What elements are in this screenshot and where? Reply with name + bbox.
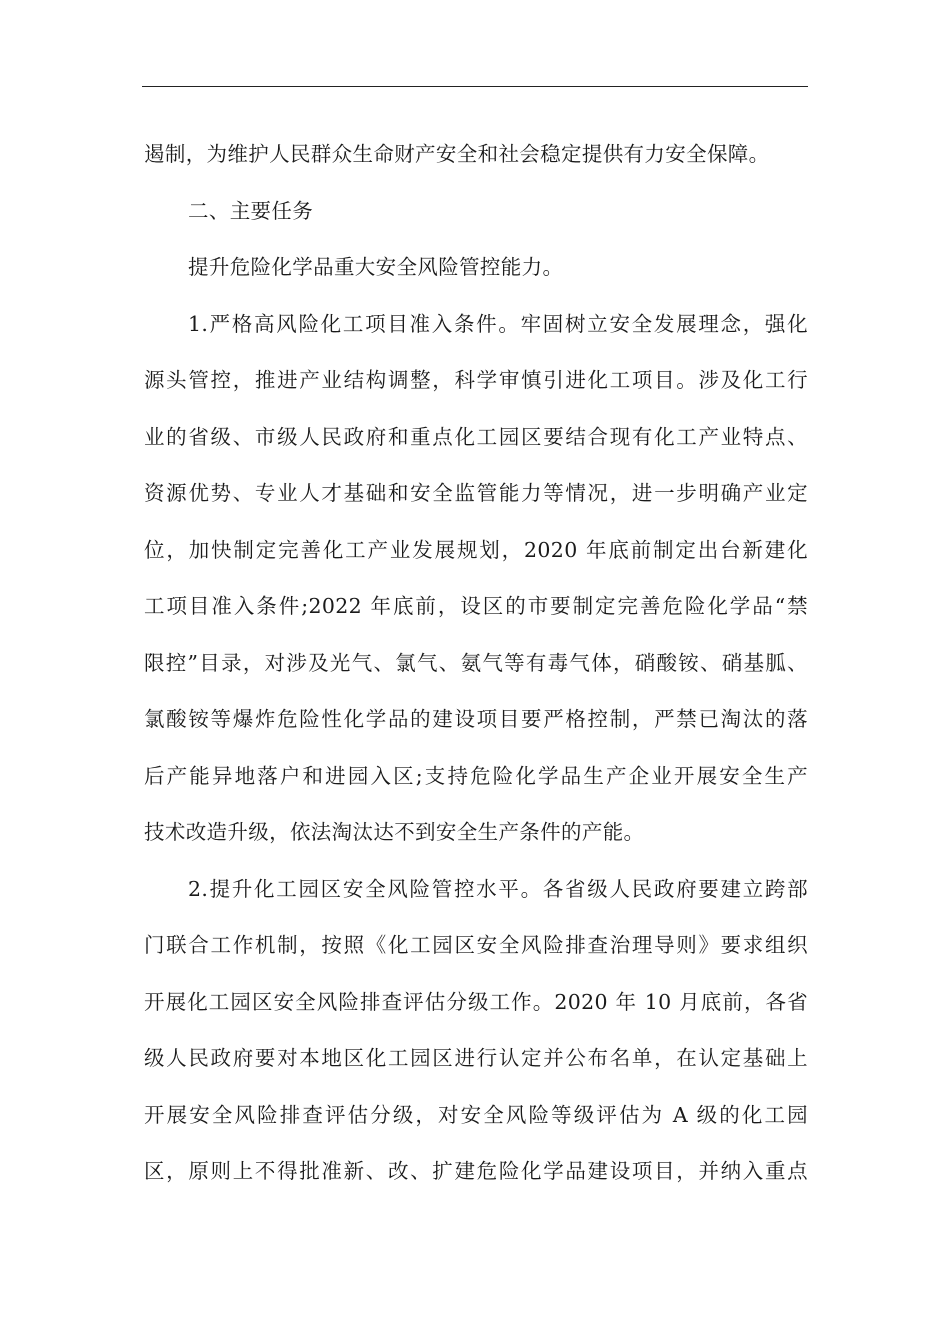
text-line: 开展安全风险排查评估分级，对安全风险等级评估为 A 级的化工园 <box>144 1102 808 1127</box>
text-line: 后产能异地落户和进园入区;支持危险化学品生产企业开展安全生产 <box>144 763 808 788</box>
text-line: 区，原则上不得批准新、改、扩建危险化学品建设项目，并纳入重点 <box>144 1159 808 1183</box>
text-line: 工项目准入条件;2022 年底前，设区的市要制定完善危险化学品“禁 <box>144 594 808 618</box>
text-line: 提升危险化学品重大安全风险管控能力。 <box>188 255 564 279</box>
document-body <box>144 126 808 1200</box>
text-line: 业的省级、市级人民政府和重点化工园区要结合现有化工产业特点、 <box>144 424 808 449</box>
text-line: 门联合工作机制，按照《化工园区安全风险排查治理导则》要求组织 <box>144 933 808 957</box>
text-line: 开展化工园区安全风险排查评估分级工作。2020 年 10 月底前，各省 <box>144 989 808 1014</box>
text-line: 2.提升化工园区安全风险管控水平。各省级人民政府要建立跨部 <box>188 876 808 901</box>
text-line: 限控”目录，对涉及光气、氯气、氨气等有毒气体，硝酸铵、硝基胍、 <box>144 650 808 675</box>
text-line: 技术改造升级，依法淘汰达不到安全生产条件的产能。 <box>144 820 645 844</box>
text-line: 二、主要任务 <box>188 198 314 223</box>
text-line: 位，加快制定完善化工产业发展规划，2020 年底前制定出台新建化 <box>144 537 808 562</box>
text-line: 源头管控，推进产业结构调整，科学审慎引进化工项目。涉及化工行 <box>144 368 808 392</box>
text-line: 级人民政府要对本地区化工园区进行认定并公布名单，在认定基础上 <box>144 1046 808 1070</box>
header-rule <box>142 86 808 87</box>
text-line: 遏制，为维护人民群众生命财产安全和社会稳定提供有力安全保障。 <box>144 142 770 166</box>
text-line: 氯酸铵等爆炸危险性化学品的建设项目要严格控制，严禁已淘汰的落 <box>144 707 808 731</box>
text-line: 资源优势、专业人才基础和安全监管能力等情况，进一步明确产业定 <box>144 481 808 505</box>
text-line: 1.严格高风险化工项目准入条件。牢固树立安全发展理念，强化 <box>188 311 808 336</box>
